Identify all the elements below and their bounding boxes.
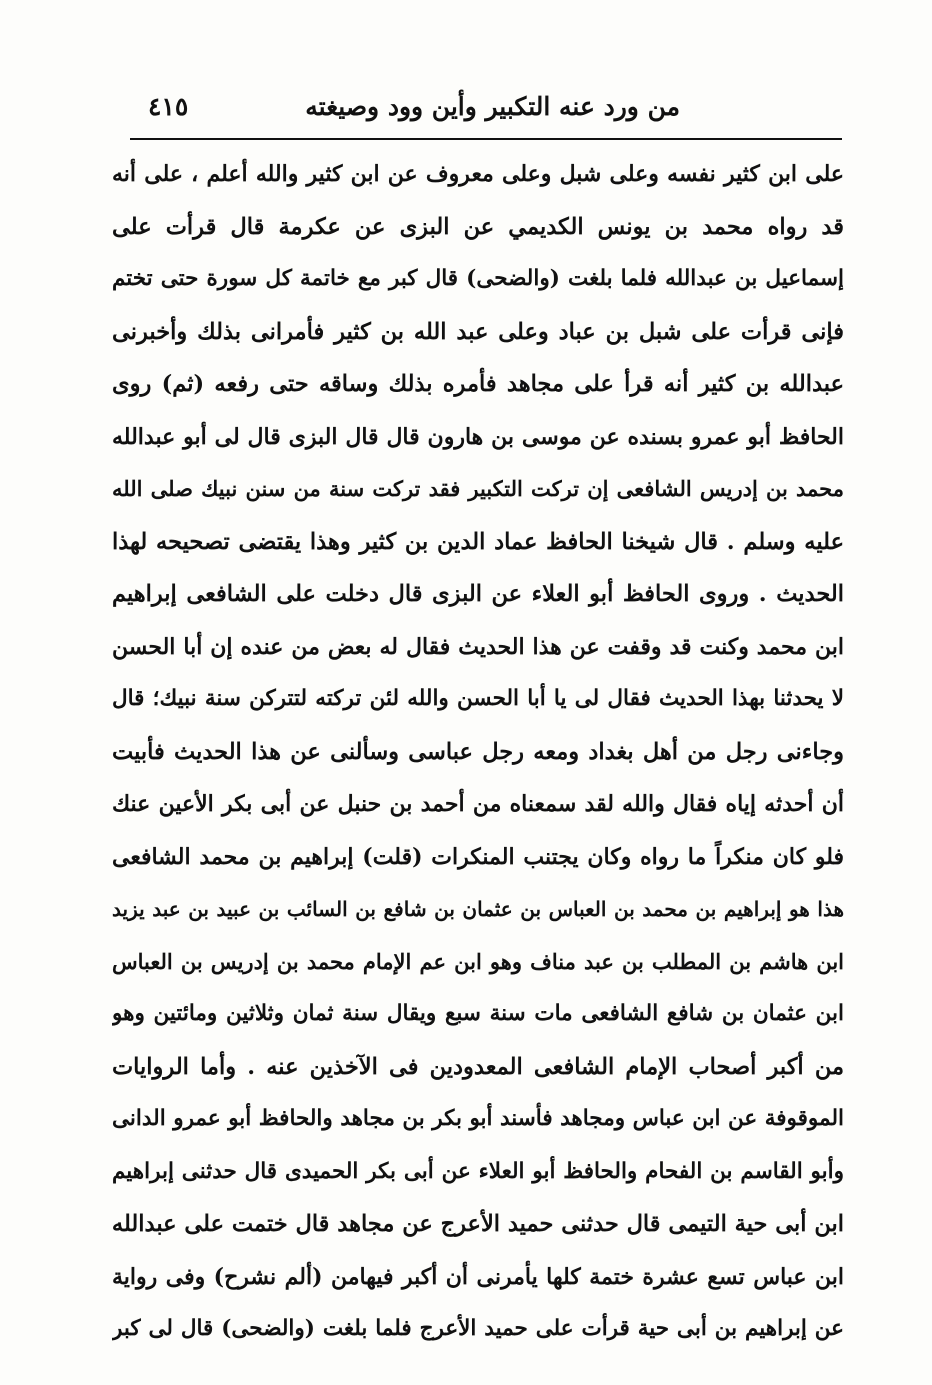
page-number: ٤١٥ bbox=[148, 92, 189, 121]
text-line: ابن محمد وكنت قد وقفت عن هذا الحديث فقال له بعض من عنده إن أبا الحسن bbox=[112, 633, 844, 660]
body-text bbox=[112, 148, 844, 1356]
text-line: لا يحدثنا بهذا الحديث فقال لى يا أبا الحسن والله لئن تركته لتتركن سنة نبيك؛ قال bbox=[112, 686, 844, 711]
text-line: وأبو القاسم بن الفحام والحافظ أبو العلاء عن أبى بكر الحميدى قال حدثنى إبراهيم bbox=[112, 1158, 844, 1184]
running-title: من ورد عنه التكبير وأين وود وصيغته bbox=[305, 92, 680, 121]
text-line: ابن عباس تسع عشرة ختمة كلها يأمرنى أن أكبر فيهامن (ألم نشرح) وفى رواية bbox=[112, 1263, 844, 1290]
text-line: على ابن كثير نفسه وعلى شبل وعلى معروف عن ابن كثير والله أعلم ، على أنه bbox=[112, 161, 844, 187]
text-line: الحديث . وروى الحافظ أبو العلاء عن البزى قال دخلت على الشافعى إبراهيم bbox=[112, 581, 844, 607]
page-header bbox=[120, 88, 830, 134]
text-line: وجاءنى رجل من أهل بغداد ومعه رجل عباسى وسألنى عن هذا الحديث فأبيت bbox=[112, 738, 844, 765]
text-line: الحافظ أبو عمرو بسنده عن موسى بن هارون قال قال البزى قال لى أبو عبدالله bbox=[112, 423, 844, 450]
text-line: الموقوفة عن ابن عباس ومجاهد فأسند أبو بكر بن مجاهد والحافظ أبو عمرو الدانى bbox=[112, 1106, 844, 1131]
text-line: عن إبراهيم بن أبى حية قرأت على حميد الأعرج فلما بلغت (والضحى) قال لى كبر bbox=[112, 1316, 844, 1341]
text-line: قد رواه محمد بن يونس الكديمي عن البزى عن عكرمة قال قرأت على bbox=[112, 213, 844, 240]
text-line: من أكبر أصحاب الإمام الشافعى المعدودين فى الآخذين عنه . وأما الروايات bbox=[112, 1053, 844, 1080]
text-line: فإنى قرأت على شبل بن عباد وعلى عبد الله بن كثير فأمرانى بذلك وأخبرنى bbox=[112, 318, 844, 345]
text-line: عليه وسلم . قال شيخنا الحافظ عماد الدين بن كثير وهذا يقتضى تصحيحه لهذا bbox=[112, 528, 844, 555]
text-line: هذا هو إبراهيم بن محمد بن العباس بن عثمان بن شافع بن السائب بن عبيد بن عبد يزيد bbox=[112, 897, 844, 921]
text-line: إسماعيل بن عبدالله فلما بلغت (والضحى) قال كبر مع خاتمة كل سورة حتى تختم bbox=[112, 266, 844, 291]
header-rule bbox=[130, 138, 842, 140]
text-line: ابن أبى حية التيمى قال حدثنى حميد الأعرج عن مجاهد قال ختمت على عبدالله bbox=[112, 1211, 844, 1237]
text-line: ابن هاشم بن المطلب بن عبد مناف وهو ابن عم الإمام محمد بن إدريس بن العباس bbox=[112, 948, 844, 974]
text-line: أن أحدثه إياه فقال والله لقد سمعناه من أحمد بن حنبل عن أبى بكر الأعين عنك bbox=[112, 791, 844, 817]
text-line: محمد بن إدريس الشافعى إن تركت التكبير فقد تركت سنة من سنن نبيك صلى الله bbox=[112, 476, 844, 501]
text-line: ابن عثمان بن شافع الشافعى مات سنة سبع ويقال سنة ثمان وثلاثين ومائتين وهو bbox=[112, 1001, 844, 1026]
text-line: عبدالله بن كثير أنه قرأ على مجاهد فأمره بذلك وساقه حتى رفعه (ثم) روى bbox=[112, 371, 844, 397]
text-line: فلو كان منكراً ما رواه وكان يجتنب المنكرات (قلت) إبراهيم بن محمد الشافعى bbox=[112, 843, 844, 870]
